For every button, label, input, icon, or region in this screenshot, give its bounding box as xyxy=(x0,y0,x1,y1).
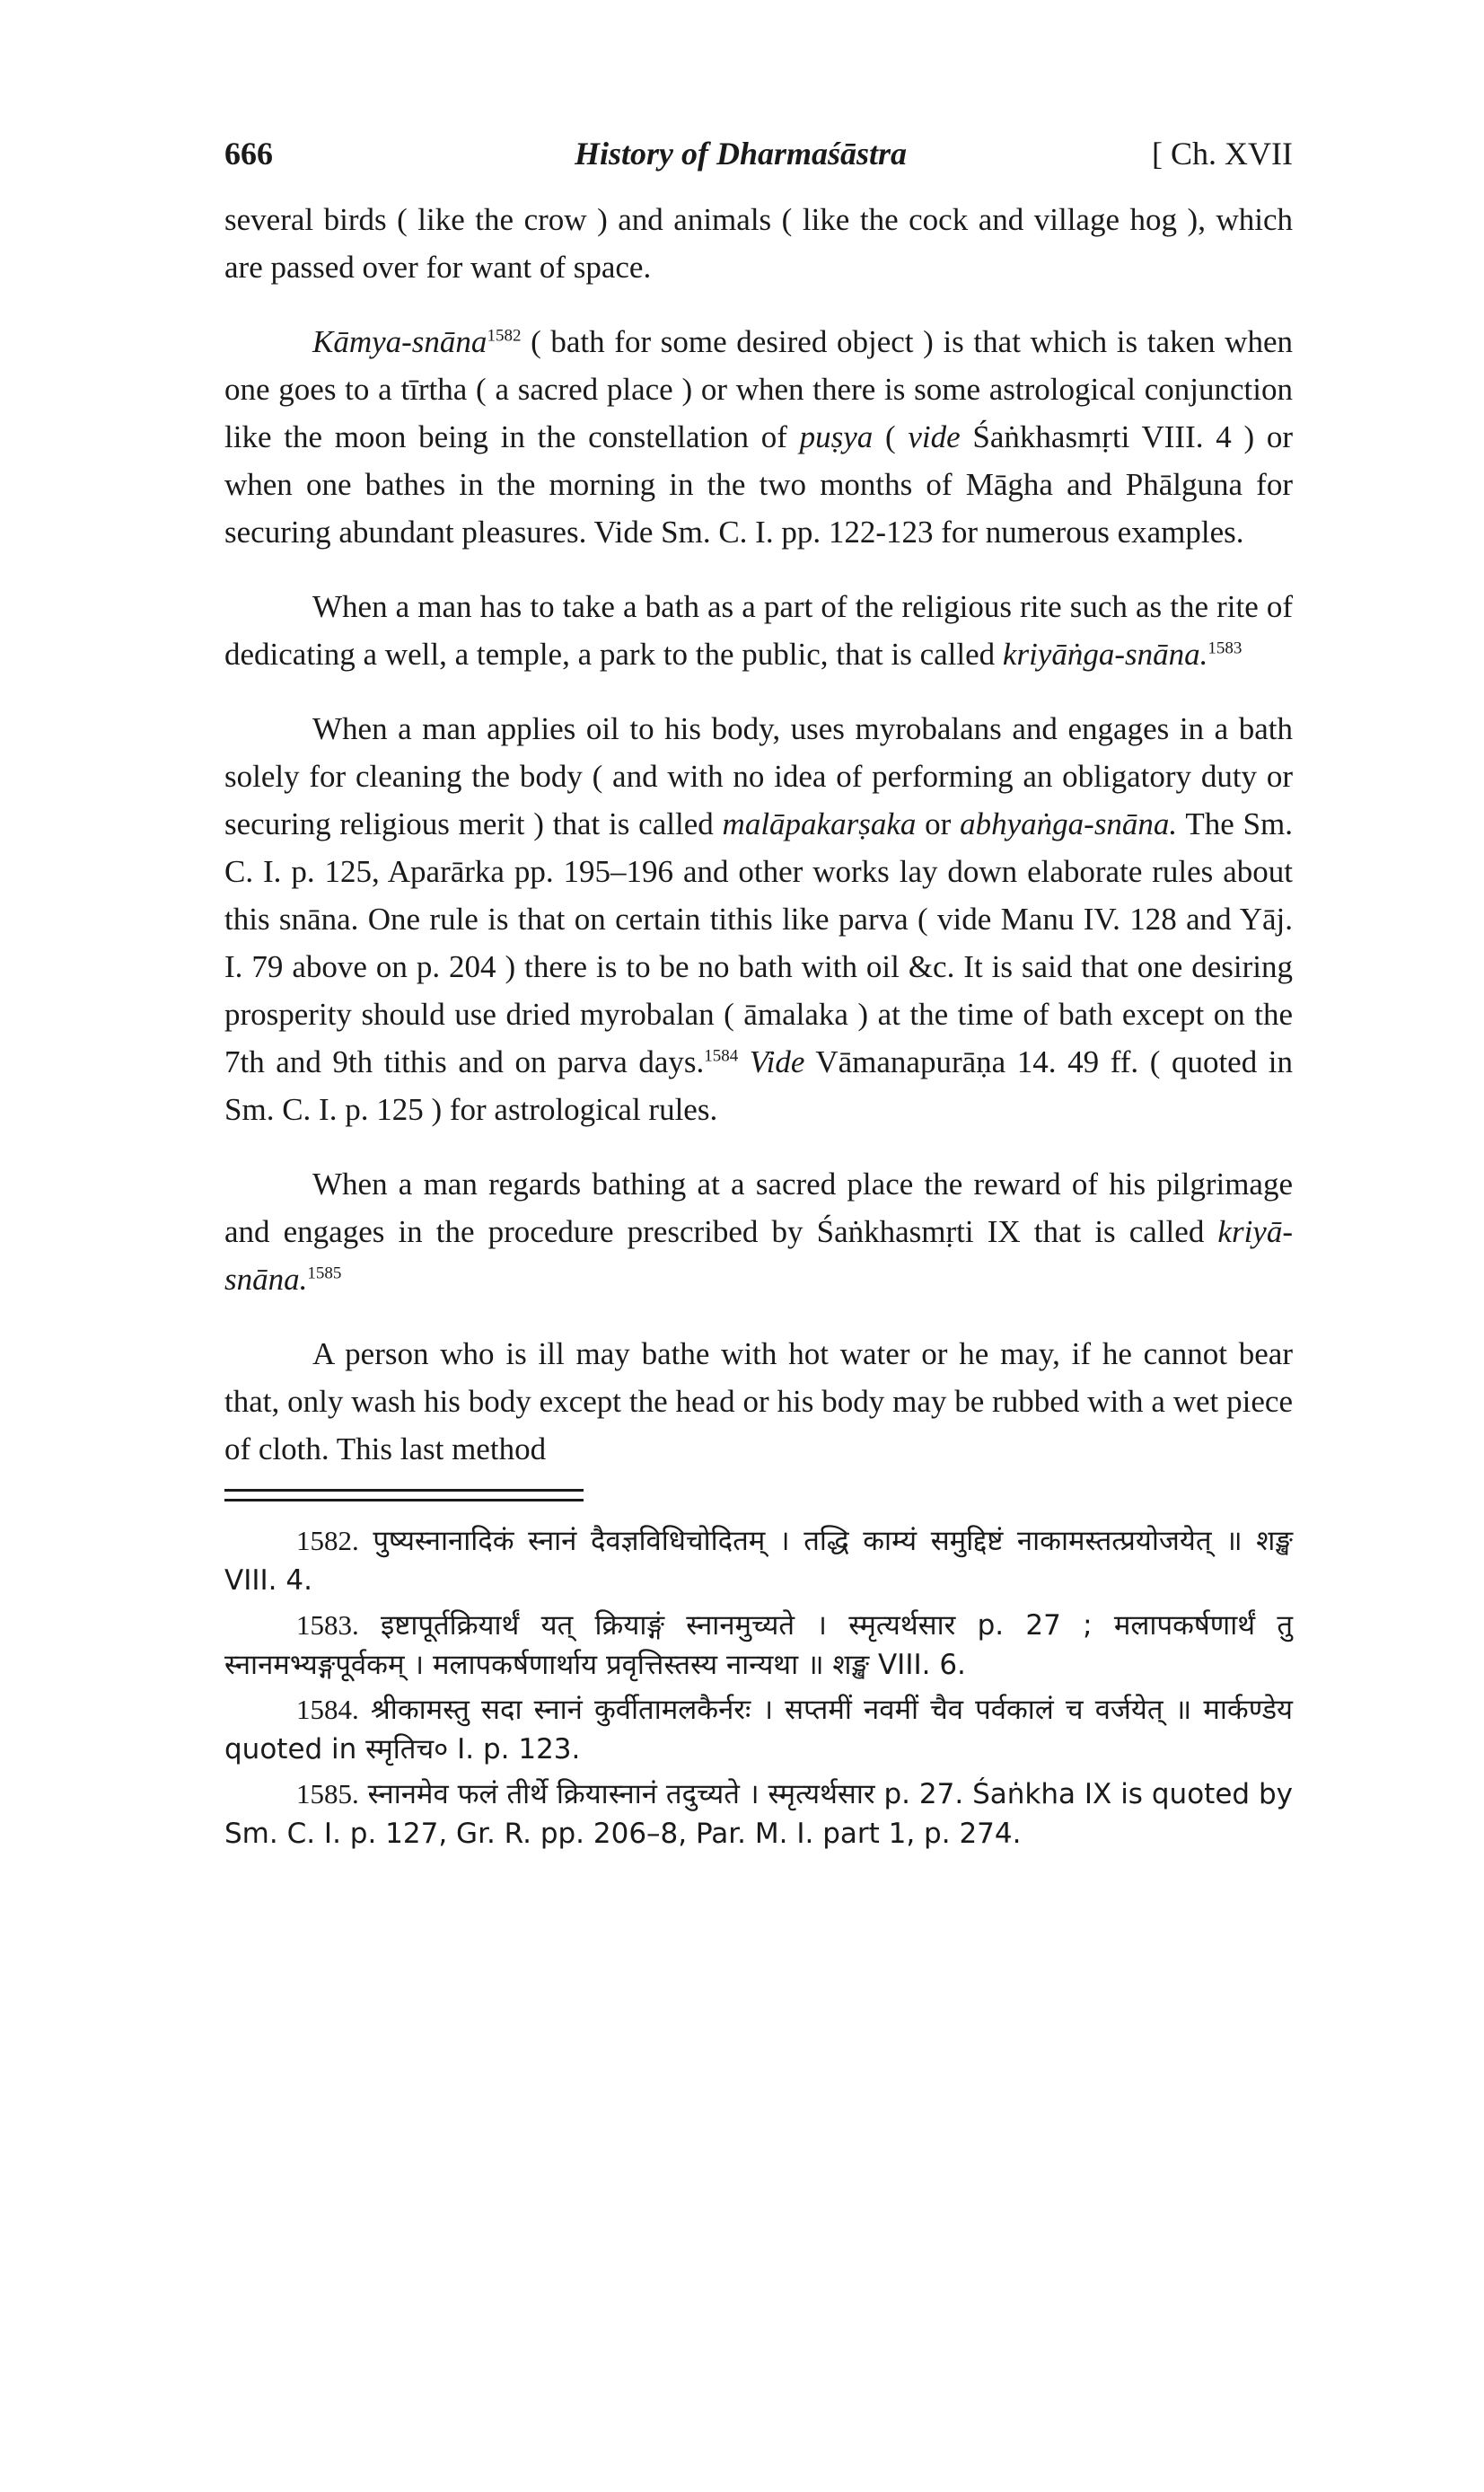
paragraph-text: When a man has to take a bath as a part of the religious rite such as the rite of dedicating a well, a temple, a park to the public, that is called xyxy=(224,589,1293,672)
paragraph-kriyanga-snana xyxy=(224,583,1293,678)
term-kriya-snana: kriyā-snāna. xyxy=(224,1214,1293,1297)
term-abhyanga-snana: abhyaṅga-snāna. xyxy=(960,806,1178,841)
chapter-label: [ Ch. XVII xyxy=(1152,136,1293,172)
footnote-number: 1585. xyxy=(296,1778,359,1810)
footnote-number: 1583. xyxy=(296,1609,359,1641)
paragraph-text: Śaṅkhasmṛti VIII. 4 ) or when one bathes in the morning in the two months of Māgha and Phālguna for securing abundant pleasures. Vide Sm. C. I. pp. 122-123 for numerous examples. xyxy=(224,419,1293,550)
footnote-number: 1584. xyxy=(296,1694,359,1725)
footnote-1583 xyxy=(224,1606,1293,1685)
paragraph-ill-person: A person who is ill may bathe with hot water or he may, if he cannot bear that, only wash his body except the head or his body may be rubbed with a wet piece of cloth. This last method xyxy=(224,1336,1293,1466)
footnote-1585 xyxy=(224,1774,1293,1854)
paragraph-text: When a man applies oil to his body, uses myrobalans and engages in a bath solely for cleaning the body ( and with no idea of performing an obligatory duty or securing religious merit ) that is called xyxy=(224,711,1293,841)
paragraph-text: Vāmanapurāṇa 14. 49 ff. ( quoted in Sm. C. I. p. 125 ) for astrological rules. xyxy=(224,1044,1294,1127)
paragraph-text: or xyxy=(916,806,961,841)
footnote-text: इष्टापूर्तक्रियार्थं यत् क्रियाङ्गं स्नानमुच्यते । स्मृत्यर्थसार p. 27 ; मलापकर्षणार्थं तु स्नानमभ्यङ्गपूर्वकम् । मलापकर्षणार्थाय प्रवृत्तिस्तस्य नान्यथा ॥ शङ्ख VIII. 6. xyxy=(224,1609,1293,1681)
footnote-number: 1582. xyxy=(296,1525,359,1556)
vide-italic: Vide xyxy=(749,1044,805,1079)
footnote-ref-1585: 1585 xyxy=(307,1264,342,1283)
paragraph-continued: several birds ( like the crow ) and animals ( like the cock and village hog ), which are passed over for want of space. xyxy=(224,202,1293,285)
running-title: History of Dharmaśāstra xyxy=(575,136,908,172)
paragraph-kriya-snana xyxy=(224,1160,1293,1303)
paragraph-text: The Sm. C. I. p. 125, Aparārka pp. 195–196 and other works lay down elaborate rules about this snāna. One rule is that on certain tithis like parva ( vide Manu IV. 128 and Yāj. I. 79 above on p. 204 ) there is to be no bath with oil &c. It is said that one desiring prosperity should use dried myrobalan ( āmalaka ) at the time of bath except on the 7th and 9th tithis and on parva days. xyxy=(224,806,1294,1079)
footnote-ref-1582: 1582 xyxy=(487,326,522,346)
paragraph-kamya-snana xyxy=(224,318,1293,556)
running-header xyxy=(224,135,1293,185)
page xyxy=(224,135,1293,1859)
footnote-ref-1583: 1583 xyxy=(1207,638,1243,658)
term-pusya: puṣya xyxy=(799,419,874,454)
term-kriyanga-snana: kriyāṅga-snāna. xyxy=(1002,637,1208,672)
paragraph-text: When a man regards bathing at a sacred place the reward of his pilgrimage and engages in the procedure prescribed by Śaṅkhasmṛti IX that is called xyxy=(224,1167,1293,1249)
footnote-text: पुष्यस्नानादिकं स्नानं दैवज्ञविधिचोदितम् । तद्धि काम्यं समुद्दिष्टं नाकामस्तत्प्रयोजयेत् ॥ शङ्ख VIII. 4. xyxy=(224,1525,1293,1597)
paragraph-text: ( bath for some desired object ) is that which is taken when one goes to a tīrtha ( a sacred place ) or when there is some astrological conjunction like the moon being in the constellation of xyxy=(224,324,1293,454)
footnote-separator xyxy=(224,1489,584,1501)
footnote-1584 xyxy=(224,1690,1293,1769)
footnote-text: श्रीकामस्तु सदा स्नानं कुर्वीतामलकैर्नरः । सप्तमीं नवमीं चैव पर्वकालं च वर्जयेत् ॥ मार्कण्डेय quoted in स्मृतिच० I. p. 123. xyxy=(224,1694,1294,1766)
paragraph-text: ( xyxy=(873,419,909,454)
vide-italic: vide xyxy=(908,419,961,454)
footnote-1582 xyxy=(224,1521,1293,1600)
page-number: 666 xyxy=(224,136,273,172)
term-malapakarsaka: malāpakarṣaka xyxy=(722,806,917,841)
footnote-ref-1584: 1584 xyxy=(704,1046,739,1066)
footnotes xyxy=(224,1521,1293,1854)
footnote-text: स्नानमेव फलं तीर्थे क्रियास्नानं तदुच्यते । स्मृत्यर्थसार p. 27. Śaṅkha IX is quoted by Sm. C. I. p. 127, Gr. R. pp. 206–8, Par. M. I. part 1, p. 274. xyxy=(224,1778,1293,1850)
paragraph-malapakarsaka xyxy=(224,705,1293,1133)
term-kamya-snana: Kāmya-snāna xyxy=(312,324,487,359)
